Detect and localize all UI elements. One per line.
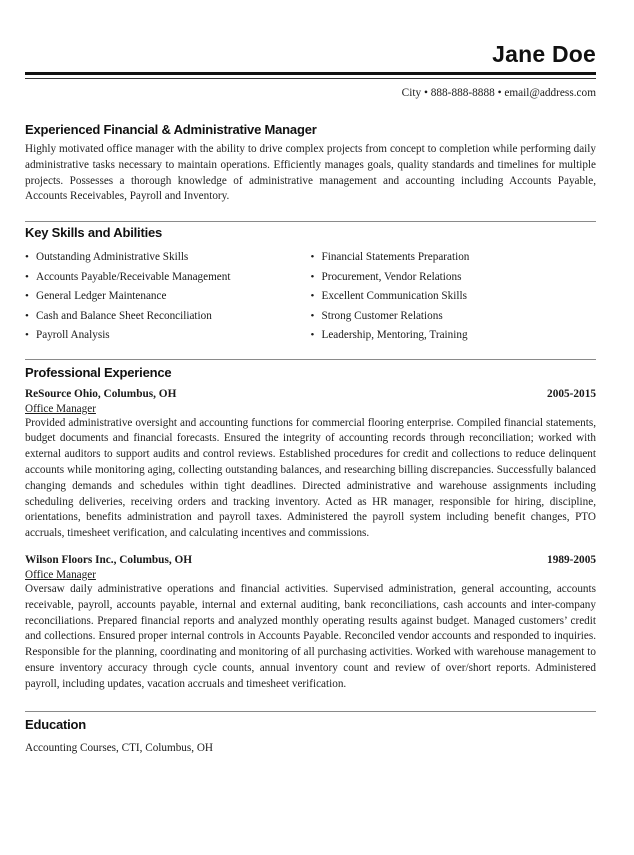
resume-page	[25, 40, 596, 756]
job-dates: 2005-2015	[547, 387, 596, 400]
summary-text: Highly motivated office manager with the ability to drive complex projects from concept to completion while performing daily administrative tasks necessary to maintain operations. Efficiently manages goals, quality standards and timelines for multiple projects. Possesses a thorough knowledge of administrative management and accounting including Accounts Payable, Accounts Receivables, Payroll and Inventory.	[25, 143, 596, 203]
education-entry: Accounting Courses, CTI, Columbus, OH	[25, 741, 214, 754]
experience-rule	[25, 359, 596, 360]
job-dates: 1989-2005	[547, 554, 596, 567]
job-role: Office Manager	[25, 402, 96, 415]
job-header	[25, 387, 596, 402]
summary-section	[25, 122, 596, 205]
summary-title: Experienced Financial & Administrative Manager	[25, 122, 317, 137]
skill-item: • Procurement, Vendor Relations	[311, 268, 597, 288]
job-company: Wilson Floors Inc., Columbus, OH	[25, 554, 193, 567]
skills-title: Key Skills and Abilities	[25, 225, 163, 241]
job-entry	[25, 387, 596, 542]
candidate-name: Jane Doe	[492, 41, 596, 67]
skills-section	[25, 221, 596, 346]
skills-left-column	[25, 248, 311, 346]
skill-item: • Cash and Balance Sheet Reconciliation	[25, 307, 311, 327]
contact-line: City • 888-888-8888 • email@address.com	[401, 87, 596, 99]
skill-item: • Payroll Analysis	[25, 326, 311, 346]
header-rule-thin	[25, 78, 596, 79]
job-description: Provided administrative oversight and accounting functions for commercial flooring enterprise. Compiled financial statements, budget documents and financial forecasts. Ensured the integrity of accounting records through reconciliation; worked with external auditors to support audits and control reviews. Established procedures for credit and collections to reduce delinquent accounts while monitoring aging, collecting outstanding balances, and researching billing discrepancies. Successfully balanced changing demands and schedules within tight deadlines. Directed administrative and warehouse assignments including scheduling deliveries, receiving orders and tracking inventory. Acted as HR manager, responsible for hiring, discipline, orientations, benefits administration and payroll taxes. Administered the payroll system including benefit changes, PTO accruals, timesheet verification, and calculating incentives and commissions.	[25, 416, 596, 540]
skill-item: • Strong Customer Relations	[311, 307, 597, 327]
skills-rule	[25, 221, 596, 222]
skill-item: • General Ledger Maintenance	[25, 287, 311, 307]
skills-columns	[25, 248, 596, 346]
education-section	[25, 711, 596, 756]
skill-item: • Accounts Payable/Receivable Management	[25, 268, 311, 288]
education-title: Education	[25, 716, 87, 732]
job-description: Oversaw daily administrative operations and financial activities. Supervised administration, general accounting, accounts receivable, payroll, accounts payable, internal and external auditing, bank reconciliations, cash accounts and inter-company reconciliations. Prepared financial reports and analyzed monthly operating results against budget. Managed customers’ credit and collections. Ensured proper internal controls in Accounts Payable. Reconciled vendor accounts and responded to inquiries. Responsible for the planning, coordinating and monitoring of all purchasing activities. Worked with warehouse management to ensure inventory accuracy through cycle counts, annual inventory count and review of over/short reports. Administered payroll, including updates, vacation accruals and timesheet verification.	[25, 583, 596, 690]
skill-item: • Leadership, Mentoring, Training	[311, 326, 597, 346]
education-rule	[25, 711, 596, 712]
skill-item: • Outstanding Administrative Skills	[25, 248, 311, 268]
job-entry	[25, 553, 596, 693]
skills-right-column	[311, 248, 597, 346]
job-role: Office Manager	[25, 569, 96, 582]
job-header	[25, 553, 596, 568]
job-company: ReSource Ohio, Columbus, OH	[25, 387, 177, 400]
header-rule-thick	[25, 72, 596, 75]
skill-item: • Financial Statements Preparation	[311, 248, 597, 268]
skill-item: • Excellent Communication Skills	[311, 287, 597, 307]
experience-title: Professional Experience	[25, 364, 172, 380]
experience-section	[25, 359, 596, 693]
